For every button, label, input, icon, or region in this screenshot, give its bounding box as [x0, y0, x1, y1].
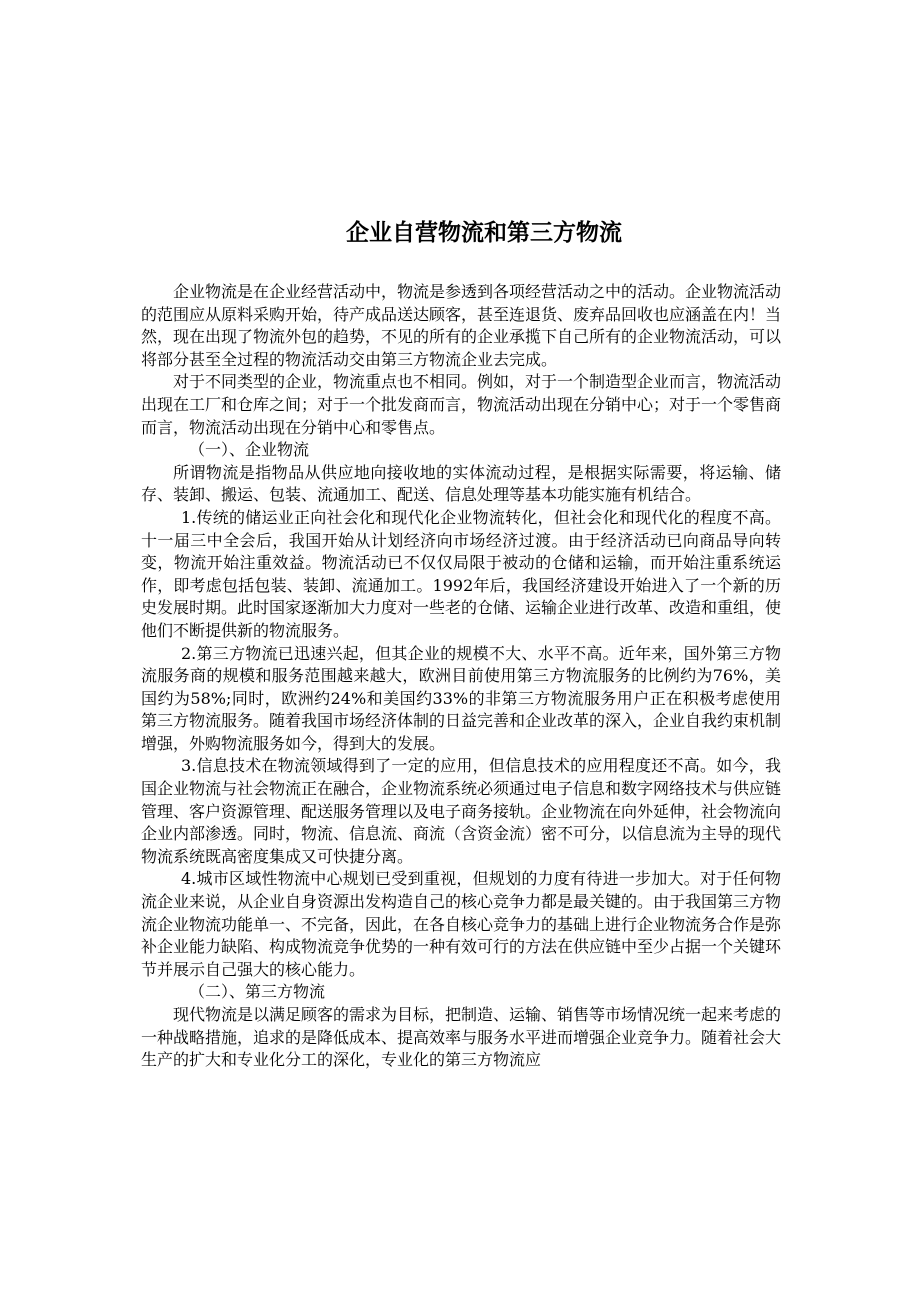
list-item-4: 4.城市区域性物流中心规划已受到重视，但规划的力度有待进一步加大。对于任何物流企业来说，从企业自身资源出发构造自己的核心竞争力都是最关键的。由于我国第三方物流企业物流功能单一、不完备，因此，在各自核心竞争力的基础上进行企业物流务合作是弥补企业能力缺陷、构成物流竞争优势的一种有效可行的方法在供应链中至少占据一个关键环节并展示自己强大的核心能力。	[141, 869, 782, 979]
paragraph-intro: 企业物流是在企业经营活动中，物流是参透到各项经营活动之中的活动。企业物流活动的范围应从原料采购开始，待产成品送达顾客，甚至连退货、废弃品回收也应涵盖在内！当然，现在出现了物流外包的趋势，不见的所有的企业承揽下自己所有的企业物流活动，可以将部分甚至全过程的物流活动交由第三方物流企业去完成。	[141, 282, 782, 369]
list-item-2: 2.第三方物流已迅速兴起，但其企业的规模不大、水平不高。近年来，国外第三方物流服务商的规模和服务范围越来越大，欧洲目前使用第三方物流服务的比例约为76%，美国约为58%;同时，欧洲约24%和美国约33%的非第三方物流服务用户正在积极考虑使用第三方物流服务。随着我国市场经济体制的日益完善和企业改革的深入，企业自我约束机制增强，外购物流服务如今，得到大的发展。	[141, 643, 782, 753]
list-item-3: 3.信息技术在物流领域得到了一定的应用，但信息技术的应用程度还不高。如今，我国企业物流与社会物流正在融合，企业物流系统必须通过电子信息和数字网络技术与供应链管理、客户资源管理、配送服务管理以及电子商务接轨。企业物流在向外延伸，社会物流向企业内部渗透。同时，物流、信息流、商流（含资金流）密不可分，以信息流为主导的现代物流系统既高密度集成又可快捷分离。	[141, 756, 782, 866]
paragraph-modern-logistics: 现代物流是以满足顾客的需求为目标，把制造、运输、销售等市场情况统一起来考虑的一种战略措施，追求的是降低成本、提高效率与服务水平进而增强企业竞争力。随着社会大生产的扩大和专业化分工的深化，专业化的第三方物流应	[141, 1005, 782, 1070]
section-heading-third-party-logistics: （二）、第三方物流	[189, 982, 326, 1002]
paragraph-logistics-definition: 所谓物流是指物品从供应地向接收地的实体流动过程，是根据实际需要，将运输、储存、装卸、搬运、包装、流通加工、配送、信息处理等基本功能实施有机结合。	[141, 462, 781, 505]
document-title: 企业自营物流和第三方物流	[346, 220, 622, 246]
paragraph-logistics-focus: 对于不同类型的企业，物流重点也不相同。例如，对于一个制造型企业而言，物流活动出现在工厂和仓库之间；对于一个批发商而言，物流活动出现在分销中心；对于一个零售商而言，物流活动出现在分销中心和零售点。	[141, 372, 782, 437]
list-item-1: 1.传统的储运业正向社会化和现代化企业物流转化，但社会化和现代化的程度不高。十一届三中全会后，我国开始从计划经济向市场经济过渡。由于经济活动已向商品导向转变，物流开始注重效益。物流活动已不仅仅局限于被动的仓储和运输，而开始注重系统运作，即考虑包括包装、装卸、流通加工。1992年后，我国经济建设开始进入了一个新的历史发展时期。此时国家逐渐加大力度对一些老的仓储、运输企业进行改革、改造和重组，使他们不断提供新的物流服务。	[141, 507, 782, 640]
document-body	[141, 281, 781, 1072]
section-heading-enterprise-logistics: （一）、企业物流	[189, 440, 310, 460]
